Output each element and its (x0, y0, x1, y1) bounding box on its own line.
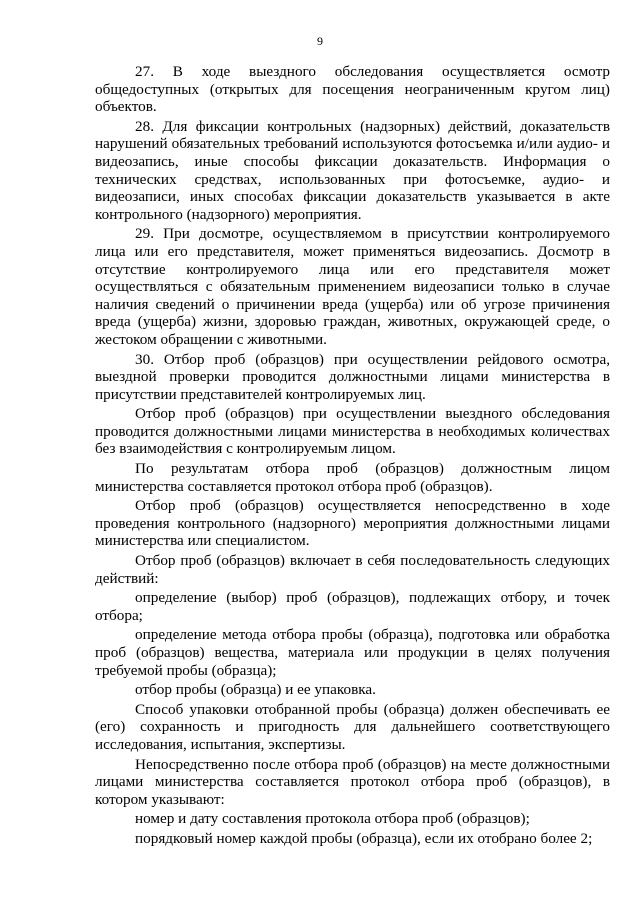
paragraph-29: 29. При досмотре, осуществляемом в присутствии контролируемого лица или его представителя, может применяться видеозапись. Досмотр в отсутствие контролируемого лица или его представителя может осуществляться с обязательным применением видеозаписи только в случае наличия сведений о причинении вреда (ущерба) или об угрозе причинения вреда (ущерба) жизни, здоровью граждан, животных, окружающей среде, о жестоком обращении с животными. (95, 225, 610, 348)
list-item-step-3: отбор пробы (образца) и ее упаковка. (135, 681, 376, 699)
paragraph-sampling-steps-intro: Отбор проб (образцов) включает в себя последовательность следующих действий: (95, 552, 610, 587)
list-item-step-1: определение (выбор) проб (образцов), подлежащих отбору, и точек отбора; (95, 589, 610, 624)
list-item-sample-sequence-number: порядковый номер каждой пробы (образца), если их отобрано более 2; (135, 829, 593, 847)
paragraph-30: 30. Отбор проб (образцов) при осуществлении рейдового осмотра, выездной проверки проводится должностными лицами министерства в присутствии представителей контролируемых лиц. (95, 350, 610, 403)
list-item-protocol-number-date: номер и дату составления протокола отбора проб (образцов); (135, 810, 530, 828)
document-body (95, 63, 610, 850)
paragraph-27: 27. В ходе выездного обследования осуществляется осмотр общедоступных (открытых для посещения неограниченным кругом лиц) объектов. (95, 63, 610, 116)
list-item-step-2: определение метода отбора пробы (образца), подготовка или обработка проб (образцов) вещества, материала или продукции в целях получения требуемой пробы (образца); (95, 626, 610, 679)
page-number: 9 (317, 34, 323, 48)
paragraph-sampling-exit-survey: Отбор проб (образцов) при осуществлении выездного обследования проводится должностными лицами министерства в необходимых количествах без взаимодействия с контролируемым лицом. (95, 405, 610, 458)
paragraph-protocol-contents-intro: Непосредственно после отбора проб (образцов) на месте должностными лицами министерства составляется протокол отбора проб (образцов), в котором указывают: (95, 755, 610, 808)
paragraph-sampling-protocol: По результатам отбора проб (образцов) должностным лицом министерства составляется протокол отбора проб (образцов). (95, 460, 610, 495)
paragraph-packaging: Способ упаковки отобранной пробы (образца) должен обеспечивать ее (его) сохранность и пригодность для дальнейшего соответствующего исследования, испытания, экспертизы. (95, 700, 610, 753)
paragraph-28: 28. Для фиксации контрольных (надзорных) действий, доказательств нарушений обязательных требований используются фотосъемка и/или аудио- и видеозапись, иные способы фиксации доказательств. Информация о технических средствах, использованных при фотосъемке, аудио- и видеозаписи, иных способах фиксации доказательств указывается в акте контрольного (надзорного) мероприятия. (95, 117, 610, 223)
paragraph-sampling-during-event: Отбор проб (образцов) осуществляется непосредственно в ходе проведения контрольного (надзорного) мероприятия должностными лицами министерства или специалистом. (95, 497, 610, 550)
